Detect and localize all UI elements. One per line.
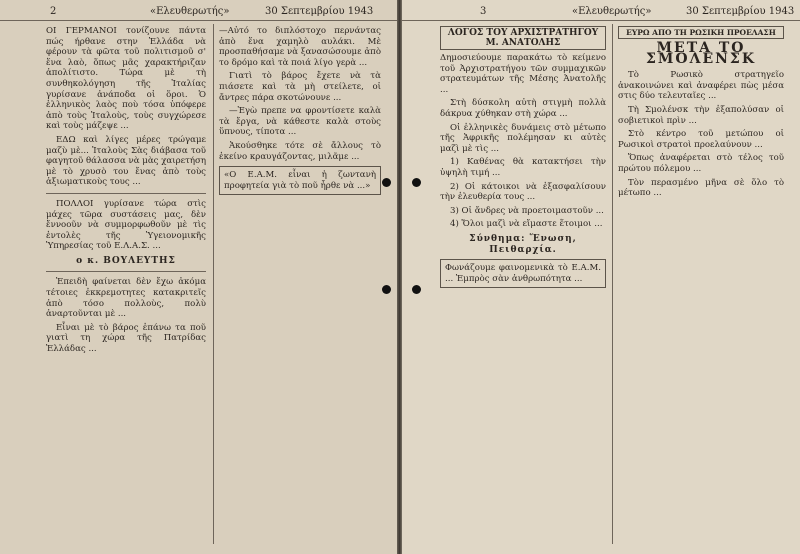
article-paragraph: Τὴ Σμολένσκ τὴν ἐξαπολύσαν οἱ σοβιετικοὶ πρὶν ...	[618, 104, 784, 126]
article-paragraph: ΠΟΛΛΟΙ γυρίσανε τώρα στὶς μάχες τῶρα συστάσεις μας, δὲν ἔννοοῦν νὰ συμμορφωθοῦν μὲ τὶς ἐντολὲς τῆς Ὑγειονομικῆς Ὑπηρεσίας τοῦ Ε.Λ.Α.Σ. ...	[46, 198, 206, 252]
right-newspaper-page	[402, 0, 800, 554]
left-page-header	[0, 4, 397, 21]
closing-slogan: Σύνθημα: Ἕνωση, Πειθαρχία.	[469, 233, 577, 255]
right-paper-name: «Ελευθερωτής»	[572, 6, 652, 17]
left-column-1	[46, 26, 206, 546]
list-item: 2) Οἱ κάτοικοι νὰ ἐξασφαλίσουν τὴν ἐλευθερία τους ...	[440, 181, 606, 203]
left-page-date: 30 Σεπτεμβρίου 1943	[265, 6, 374, 17]
list-item: 4) Ὅλοι μαζὶ νὰ εἴμαστε ἕτοιμοι ...	[450, 219, 603, 230]
article-paragraph: ΕΔΩ καὶ λίγες μέρες τρώγαμε μαζὺ μὲ... Ἰταλοὺς Σὰς διάβασα τοῦ φαγητοῦ θάλασσα νὰ μὰς χαιρετήση μὲ τὸ χρυσὸ του ἔνας ἀπὸ τοὺς ἀξιωματικοὺς τους ...	[46, 134, 206, 188]
right-page-date: 30 Σεπτεμβρίου 1943	[686, 6, 795, 17]
left-column-divider	[213, 24, 214, 544]
right-column-2	[618, 26, 784, 546]
article-paragraph: Ἐπειδὴ φαίνεται δὲν ἔχω ἀκόμα τέτοιες ἐκκρεμοτητες κατακριτεῖς ἀπὸ τόσο πολλοὺς, πολὺ ἀναρτοῦνται μὲ ...	[46, 277, 206, 320]
right-column-1	[440, 26, 606, 546]
article-paragraph: —Ἐγὼ πρεπε να φροντίσετε καλὰ τὰ ἔργα, νὰ κάθεστε καλὰ στοὺς ὕπνους, τίποτα ...	[219, 106, 381, 138]
main-title: ΜΕΤΑ ΤΟ ΣΜΟΛΕΝΣΚ	[646, 40, 756, 67]
article-paragraph: Τὸν περασμένο μῆνα σὲ ὅλο τὸ μέτωπο ...	[618, 177, 784, 199]
article-headline: ΛΟΓΟΣ ΤΟΥ ΑΡΧΙΣΤΡΑΤΗΓΟΥ Μ. ΑΝΑΤΟΛΗΣ	[440, 26, 606, 50]
article-paragraph: Οἱ ἐλληνικὲς δυνάμεις στὸ μέτωπο τῆς Ἀφρικῆς πολέμησαν κι αὐτὲς μαζὶ μὲ τὶς ...	[440, 122, 606, 154]
article-paragraph: Ἀκούσθηκε τότε σὲ ἄλλους τὸ ἐκείνο κραυγάζοντας, μιλᾶμε ...	[219, 140, 381, 162]
left-newspaper-page	[0, 0, 397, 554]
boxed-slogan: «Ο Ε.Α.Μ. εἶναι ἡ ζωντανὴ προφητεία γιὰ τὸ ποῦ ἦρθε νὰ ...»	[219, 166, 381, 195]
right-page-header	[402, 4, 800, 21]
right-page-number: 3	[480, 6, 487, 17]
list-item: 1) Καθένας θὰ κατακτήσει τὴν ὑψηλὴ τιμή ...	[440, 157, 606, 178]
binder-hole	[412, 285, 421, 294]
left-page-number: 2	[50, 6, 57, 17]
left-paper-name: «Ελευθερωτής»	[150, 6, 230, 17]
article-paragraph: Στὴ δύσκολη αὐτὴ στιγμὴ πολλὰ δάκρυα χύθηκαν στὴ χώρα ...	[440, 98, 606, 119]
article-paragraph: Ὅπως ἀναφέρεται στὸ τέλος τοῦ πρώτου πόλεμου ...	[618, 153, 784, 174]
left-column-2	[219, 26, 381, 546]
binder-hole	[382, 178, 391, 187]
binder-hole	[382, 285, 391, 294]
article-paragraph: Δημοσιεύουμε παρακάτω τὸ κείμενο τοῦ Ἀρχιστρατήγου τῶν συμμαχικῶν στρατευμάτων τῆς Μέσης Ἀνατολῆς ...	[440, 53, 606, 95]
binder-hole	[412, 178, 421, 187]
article-paragraph: ΟΙ ΓΕΡΜΑΝΟΙ τονίζουνε πάντα πώς ήρθανε στην Ἑλλάδα νὰ φέρουν τὰ φῶτα τοῦ πολιτισμοῦ σ' ἕνα λαὸ, ὅπως μᾶς χαρακτήριζαν ἀπολίτιστο. Τώρα μὲ τὴ συνθηκολόγηση τῆς Ἰταλίας γυρίσανε ἀνάποδα οἱ ὅροι. Ὁ ἑλληνικὸς λαὸς ποὺ τόσα ὑπόφερε ἀπὸ τοὺς Ἰταλοὺς, τοὺς συγχώρεσε καὶ τοὺς μάζεψε ...	[46, 26, 206, 132]
article-paragraph: Εἶναι μὲ τὸ βάρος ἐπάνω τα ποῦ γιατὶ τη χώρα τῆς Πατρίδας Ἑλλάδας ...	[46, 322, 206, 355]
article-paragraph: Τὸ Ρωσικὸ στρατηγεῖο ἀνακοινώνει καὶ ἀναφέρει πὼς μέσα στις δύο τελευταῖες ...	[618, 70, 784, 102]
divider	[46, 193, 206, 194]
list-item: 3) Οἱ ἄνδρες νὰ προετοιμαστοῦν ...	[450, 205, 604, 216]
article-signature: ο κ. ΒΟΥΛΕΥΤΗΣ	[76, 255, 176, 266]
divider	[46, 271, 206, 272]
section-headline: ΕΥΡΩ ΑΠΟ ΤΗ ΡΩΣΙΚΗ ΠΡΟΕΛΑΣΗ	[618, 26, 784, 39]
article-paragraph: —Αὐτό το διπλόστοχο περνάντας ἀπὸ ἕνα χαμηλὸ αυλάκι. Μὲ προσπαθήσαμε νὰ ξανασώσουμε ἀπὸ το δρόμο καὶ τὰ ποιά λίγο γερὰ ...	[219, 26, 381, 68]
article-paragraph: Γιατὶ τὸ βάρος ἔχετε νὰ τὰ πιάσετε καὶ τὰ μὴ στείλετε, οἱ ἄντρες πάρα σκοτώνουνε ...	[219, 71, 381, 103]
right-column-divider	[612, 24, 613, 544]
boxed-notice: Φωνάζουμε φαινομενικὰ τὸ Ε.Α.Μ. ... Ἐμπρὸς σὰν ἀνθρωπότητα ...	[440, 259, 606, 288]
article-paragraph: Στὸ κέντρο τοῦ μετώπου οἱ Ρωσικοὶ στρατοὶ προελαύνουν ...	[618, 129, 784, 150]
